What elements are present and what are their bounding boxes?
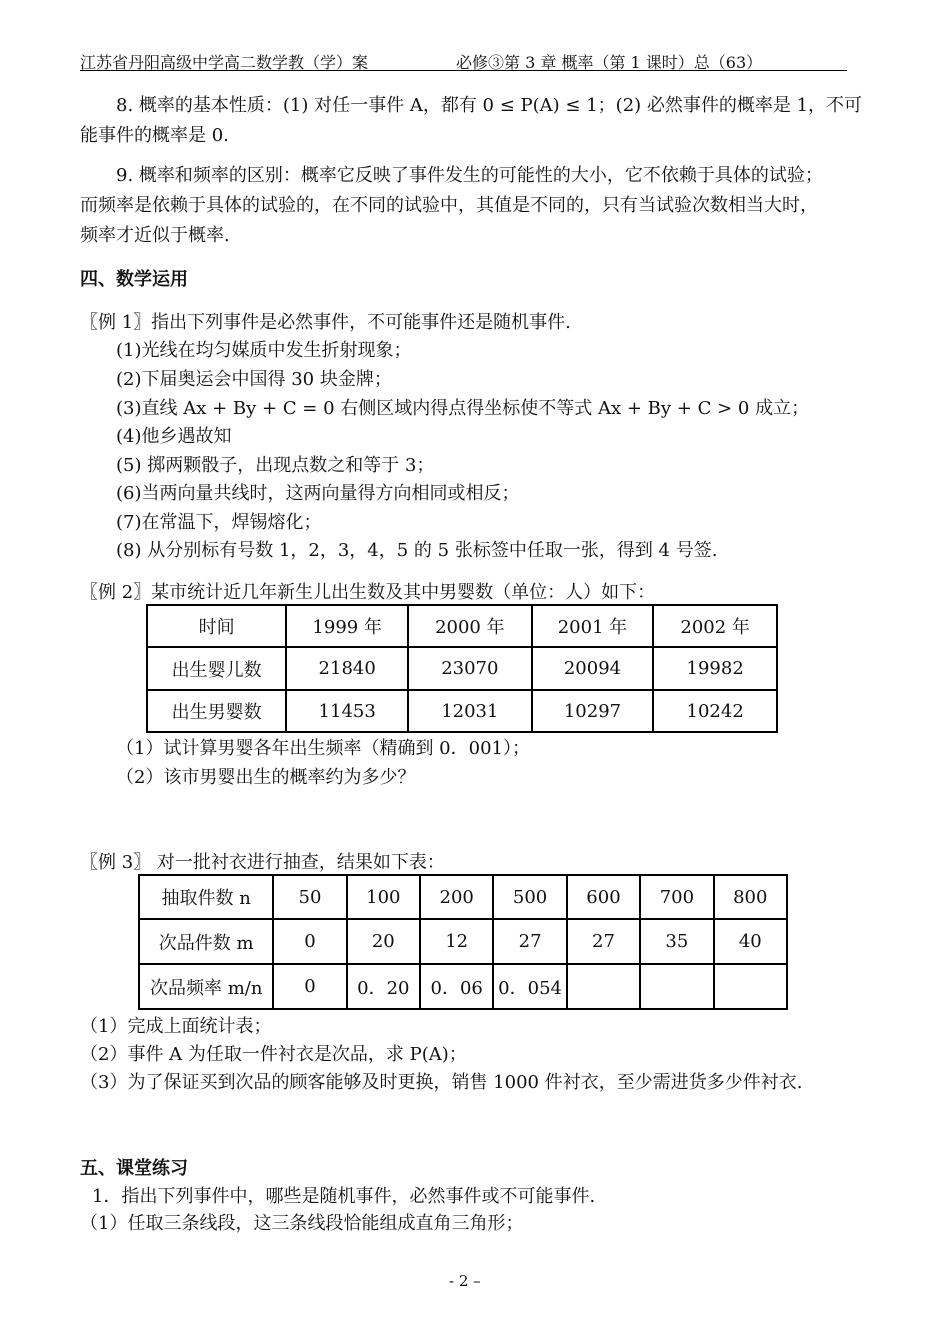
- header-left: 江苏省丹阳高级中学高二数学教（学）案: [80, 53, 369, 72]
- ex1-item-6: (6)当两向量共线时，这两向量得方向相同或相反；: [116, 483, 520, 504]
- ex3-table: [138, 874, 788, 1010]
- ex1-item-4: (4)他乡遇故知: [116, 426, 232, 447]
- table-cell: 23070: [408, 647, 532, 690]
- ex3-question-2: （2）事件 A 为任取一件衬衣是次品，求 P(A)；: [80, 1044, 467, 1065]
- ex2-question-2: （2）该市男婴出生的概率约为多少？: [116, 767, 416, 788]
- ex1-title: 〖例 1〗指出下列事件是必然事件，不可能事件还是随机事件.: [80, 312, 571, 333]
- table-cell: 12: [420, 919, 493, 964]
- table-cell: 700: [640, 875, 713, 919]
- table-row: [147, 647, 777, 690]
- ex2-question-1: （1）试计算男婴各年出生频率（精确到 0．001）；: [116, 738, 530, 759]
- ex3-question-3: （3）为了保证买到次品的顾客能够及时更换，销售 1000 件衬衣，至少需进货多少件衬衣.: [80, 1072, 803, 1093]
- ex1-item-2: (2)下届奥运会中国得 30 块金牌；: [116, 369, 392, 390]
- ex1-item-8: (8) 从分别标有号数 1，2，3，4，5 的 5 张标签中任取一张，得到 4 号签.: [116, 540, 718, 561]
- table-cell: 抽取件数 n: [139, 875, 273, 919]
- table-cell: 10297: [532, 690, 654, 732]
- table-row: [139, 875, 787, 919]
- table-cell: 0: [273, 919, 346, 964]
- practice-line1: 1．指出下列事件中，哪些是随机事件，必然事件或不可能事件.: [92, 1186, 596, 1207]
- table-cell: 0: [273, 964, 346, 1009]
- item8-line1: 8. 概率的基本性质：(1) 对任一事件 A，都有 0 ≤ P(A) ≤ 1；(2) 必然事件的概率是 1，不可: [116, 95, 863, 116]
- table-cell: 600: [567, 875, 640, 919]
- table-cell: 2002 年: [653, 605, 777, 647]
- section4-heading: 四、数学运用: [80, 269, 188, 290]
- ex1-item-7: (7)在常温下，焊锡熔化；: [116, 512, 322, 533]
- table-cell: 0．054: [493, 964, 566, 1009]
- table-cell: 10242: [653, 690, 777, 732]
- table-cell: 35: [640, 919, 713, 964]
- table-cell: 0．20: [347, 964, 420, 1009]
- table-cell: 50: [273, 875, 346, 919]
- table-row: [147, 690, 777, 732]
- table-cell: [567, 964, 640, 1009]
- header-right: 必修③第 3 章 概率（第 1 课时）总（63）: [456, 53, 763, 72]
- table-cell: 2000 年: [408, 605, 532, 647]
- table-cell: 100: [347, 875, 420, 919]
- table-cell: 20: [347, 919, 420, 964]
- ex2-title: 〖例 2〗某市统计近几年新生儿出生数及其中男婴数（单位：人）如下：: [80, 582, 656, 603]
- table-cell: 12031: [408, 690, 532, 732]
- table-cell: 2001 年: [532, 605, 654, 647]
- table-row: [139, 964, 787, 1009]
- table-cell: 27: [567, 919, 640, 964]
- page-number: - 2 –: [449, 1272, 481, 1290]
- table-row: [147, 605, 777, 647]
- ex2-table: [146, 604, 778, 733]
- ex1-item-3: (3)直线 Ax + By + C = 0 右侧区域内得点得坐标使不等式 Ax + By + C > 0 成立；: [116, 398, 810, 419]
- table-cell: 200: [420, 875, 493, 919]
- table-cell: 次品件数 m: [139, 919, 273, 964]
- table-cell: 27: [493, 919, 566, 964]
- item9-line3: 频率才近似于概率.: [80, 225, 230, 246]
- item8-line2: 能事件的概率是 0.: [80, 125, 229, 146]
- practice-line2: （1）任取三条线段，这三条线段恰能组成直角三角形；: [80, 1213, 524, 1234]
- table-cell: 1999 年: [286, 605, 408, 647]
- table-cell: [714, 964, 787, 1009]
- table-cell: 19982: [653, 647, 777, 690]
- table-cell: 时间: [147, 605, 286, 647]
- ex1-item-5: (5) 掷两颗骰子，出现点数之和等于 3；: [116, 455, 435, 476]
- ex3-title: 〖例 3〗 对一批衬衣进行抽查，结果如下表：: [80, 852, 445, 873]
- header-rule: [80, 70, 847, 71]
- table-cell: 11453: [286, 690, 408, 732]
- table-cell: 40: [714, 919, 787, 964]
- table-cell: 0．06: [420, 964, 493, 1009]
- table-cell: 次品频率 m/n: [139, 964, 273, 1009]
- table-cell: 21840: [286, 647, 408, 690]
- table-cell: 出生婴儿数: [147, 647, 286, 690]
- item9-line1: 9. 概率和频率的区别：概率它反映了事件发生的可能性的大小，它不依赖于具体的试验；: [116, 165, 823, 186]
- ex1-item-1: (1)光线在均匀媒质中发生折射现象；: [116, 340, 412, 361]
- ex3-question-1: （1）完成上面统计表；: [80, 1016, 272, 1037]
- table-cell: 出生男婴数: [147, 690, 286, 732]
- table-cell: 20094: [532, 647, 654, 690]
- table-cell: [640, 964, 713, 1009]
- table-cell: 500: [493, 875, 566, 919]
- section5-heading: 五、课堂练习: [80, 1158, 188, 1179]
- item9-line2: 而频率是依赖于具体的试验的，在不同的试验中，其值是不同的，只有当试验次数相当大时，: [80, 195, 818, 216]
- table-row: [139, 919, 787, 964]
- table-cell: 800: [714, 875, 787, 919]
